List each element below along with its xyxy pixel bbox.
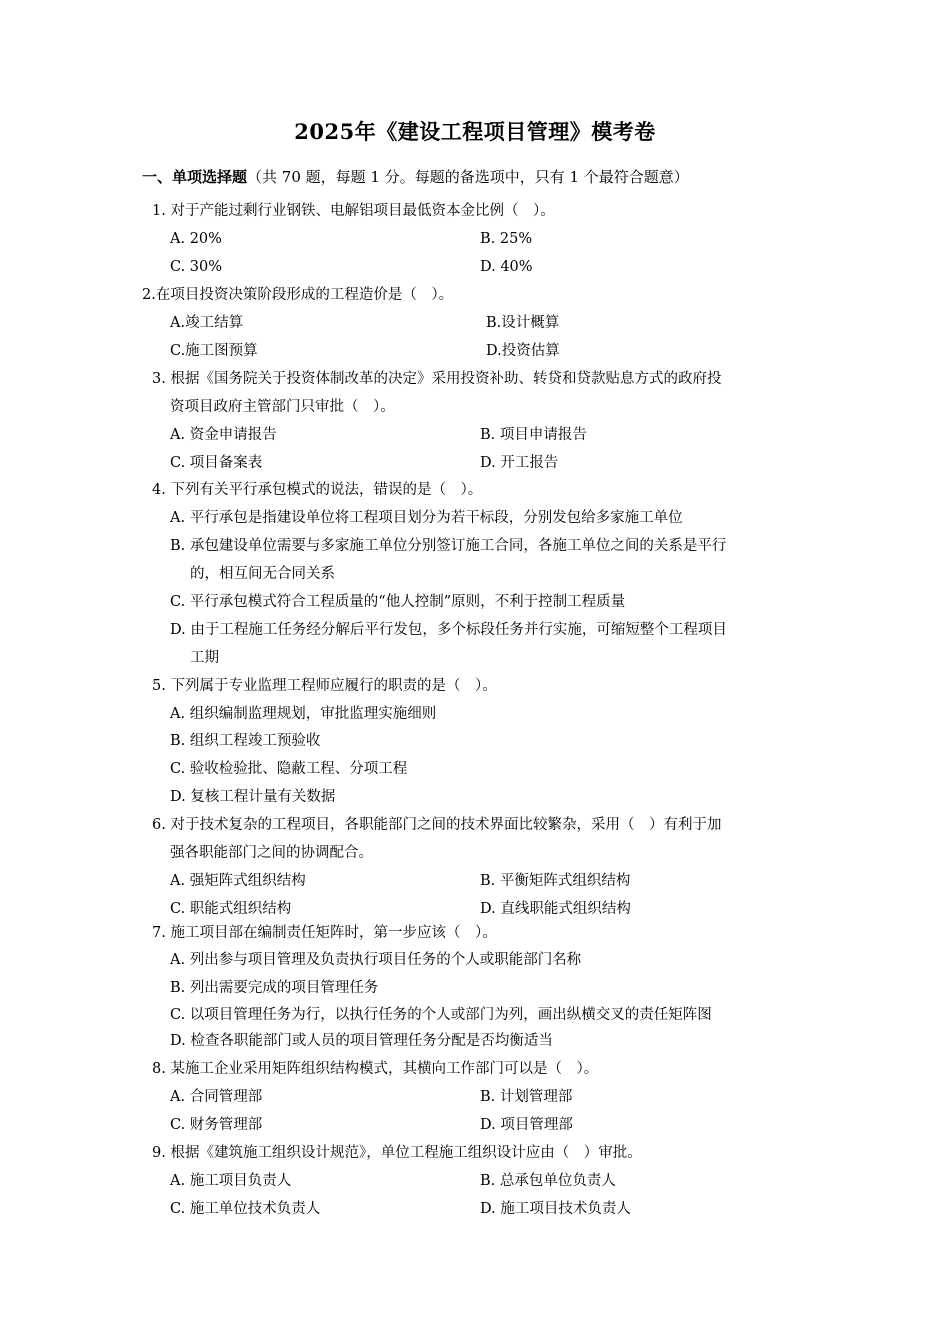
question-stem: 7. 施工项目部在编制责任矩阵时，第一步应该（ ）。 [152,925,497,941]
option: C. 验收检验批、隐蔽工程、分项工程 [170,761,408,777]
section-note: （共 70 题，每题 1 分。每题的备选项中，只有 1 个最符合题意） [247,168,689,186]
question-stem: 8. 某施工企业采用矩阵组织结构模式，其横向工作部门可以是（ ）。 [152,1061,599,1077]
option: A. 组织编制监理规划，审批监理实施细则 [170,706,437,722]
question-stem-continued: 资项目政府主管部门只审批（ ）。 [170,399,395,415]
option: D. 开工报告 [480,455,559,471]
question-stem: 4. 下列有关平行承包模式的说法，错误的是（ ）。 [152,482,483,498]
option: A. 列出参与项目管理及负责执行项目任务的个人或职能部门名称 [170,952,582,968]
option: C. 施工单位技术负责人 [170,1201,321,1217]
section-heading [142,166,689,187]
option: A. 资金申请报告 [170,427,277,443]
option: A. 20% [170,231,222,247]
question-stem: 3. 根据《国务院关于投资体制改革的决定》采用投资补助、转贷和贷款贴息方式的政府投 [152,371,722,387]
question-stem: 2.在项目投资决策阶段形成的工程造价是（ ）。 [142,287,454,303]
section-title: 一、单项选择题 [142,168,248,186]
option: D. 施工项目技术负责人 [480,1201,631,1217]
question-stem: 6. 对于技术复杂的工程项目，各职能部门之间的技术界面比较繁杂，采用（ ）有利于加 [152,817,722,833]
option: B. 总承包单位负责人 [480,1173,616,1189]
option: D. 直线职能式组织结构 [480,901,631,917]
page-title: 2025年《建设工程项目管理》模考卷 [294,119,656,144]
option-continued: 的，相互间无合同关系 [190,566,335,582]
option: B. 平衡矩阵式组织结构 [480,873,631,889]
option: C. 职能式组织结构 [170,901,292,917]
option: C. 项目备案表 [170,455,263,471]
option: C. 财务管理部 [170,1117,263,1133]
option: A. 施工项目负责人 [170,1173,292,1189]
option: A. 平行承包是指建设单位将工程项目划分为若干标段，分别发包给多家施工单位 [170,510,683,526]
option: B. 承包建设单位需要与多家施工单位分别签订施工合同，各施工单位之间的关系是平行 [170,538,727,554]
option: C. 30% [170,259,223,275]
question-stem: 1. 对于产能过剩行业钢铁、电解铝项目最低资本金比例（ ）。 [152,203,555,219]
question-stem-continued: 强各职能部门之间的协调配合。 [170,845,373,861]
option: A. 强矩阵式组织结构 [170,873,306,889]
option: B. 列出需要完成的项目管理任务 [170,980,379,996]
option: B. 25% [480,231,533,247]
option: D. 40% [480,259,533,275]
option: D. 检查各职能部门或人员的项目管理任务分配是否均衡适当 [170,1033,553,1049]
option: A. 合同管理部 [170,1089,263,1105]
question-stem: 5. 下列属于专业监理工程师应履行的职责的是（ ）。 [152,678,497,694]
option: B. 项目申请报告 [480,427,587,443]
option: C.施工图预算 [170,343,258,359]
option: D.投资估算 [486,343,560,359]
question-stem: 9. 根据《建筑施工组织设计规范》，单位工程施工组织设计应由（ ）审批。 [152,1145,642,1161]
option: B.设计概算 [486,315,560,331]
option: C. 以项目管理任务为行，以执行任务的个人或部门为列，画出纵横交叉的责任矩阵图 [170,1007,712,1023]
option: D. 由于工程施工任务经分解后平行发包，多个标段任务并行实施，可缩短整个工程项目 [170,622,727,638]
option: B. 计划管理部 [480,1089,573,1105]
option-continued: 工期 [190,650,219,666]
option: B. 组织工程竣工预验收 [170,733,321,749]
option: A.竣工结算 [170,315,244,331]
option: D. 项目管理部 [480,1117,573,1133]
option: D. 复核工程计量有关数据 [170,789,336,805]
option: C. 平行承包模式符合工程质量的“他人控制”原则，不利于控制工程质量 [170,594,626,610]
